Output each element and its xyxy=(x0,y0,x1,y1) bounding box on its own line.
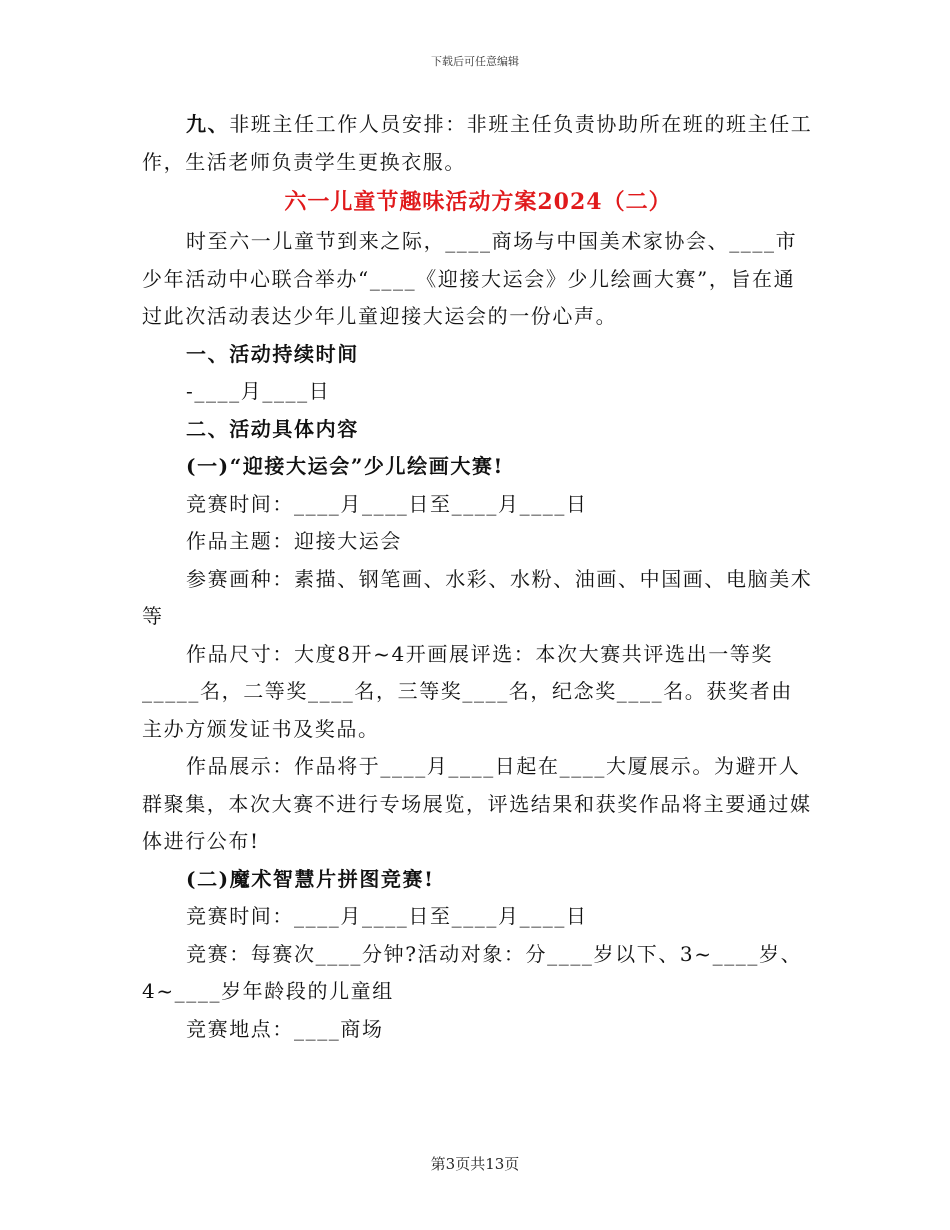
paragraph-intro: 时至六一儿童节到来之际，____商场与中国美术家协会、____市少年活动中心联合举办“____《迎接大运会》少儿绘画大赛”，旨在通过此次活动表达少年儿童迎接大运会的一份心声。 xyxy=(142,229,798,328)
paragraph-venue: 竞赛地点：____商场 xyxy=(186,1016,384,1041)
paragraph-competition-time-1: 竞赛时间：____月____日至____月____日 xyxy=(186,491,588,516)
document-body xyxy=(142,106,814,1048)
paragraph-size-awards: 作品尺寸：大度8开~4开画展评选：本次大赛共评选出一等奖_____名，二等奖____名，三等奖____名，纪念奖____名。获奖者由主办方颁发证书及奖品。 xyxy=(142,641,793,741)
paragraph-staff-arrangement: 九、非班主任工作人员安排：非班主任负责协助所在班的班主任工作，生活老师负责学生更换衣服。 xyxy=(142,112,813,174)
paragraph-theme: 作品主题：迎接大运会 xyxy=(186,529,402,553)
paragraph-painting-types: 参赛画种：素描、钢笔画、水彩、水粉、油画、中国画、电脑美术等 xyxy=(142,566,813,628)
subheading-painting-contest: (一)“迎接大运会”少儿绘画大赛! xyxy=(186,454,504,478)
heading-duration: 一、活动持续时间 xyxy=(186,341,359,366)
paragraph-date-range: -____月____日 xyxy=(186,379,331,403)
paragraph-competition-time-2: 竞赛时间：____月____日至____月____日 xyxy=(186,904,588,928)
paragraph-display: 作品展示：作品将于____月____日起在____大厦展示。为避开人群聚集，本次大赛不进行专场展览，评选结果和获奖作品将主要通过媒体进行公布! xyxy=(142,754,812,853)
paragraph-rules: 竞赛：每赛次____分钟?活动对象：分____岁以下、3~____岁、4~____岁年龄段的儿童组 xyxy=(142,941,803,1003)
page-number: 第3页共13页 xyxy=(430,1155,520,1173)
subheading-puzzle-contest: (二)魔术智慧片拼图竞赛! xyxy=(186,866,435,891)
section-title: 六一儿童节趣味活动方案2024（二） xyxy=(284,189,672,215)
heading-content: 二、活动具体内容 xyxy=(186,416,359,441)
header-note: 下载后可任意编辑 xyxy=(431,55,519,68)
